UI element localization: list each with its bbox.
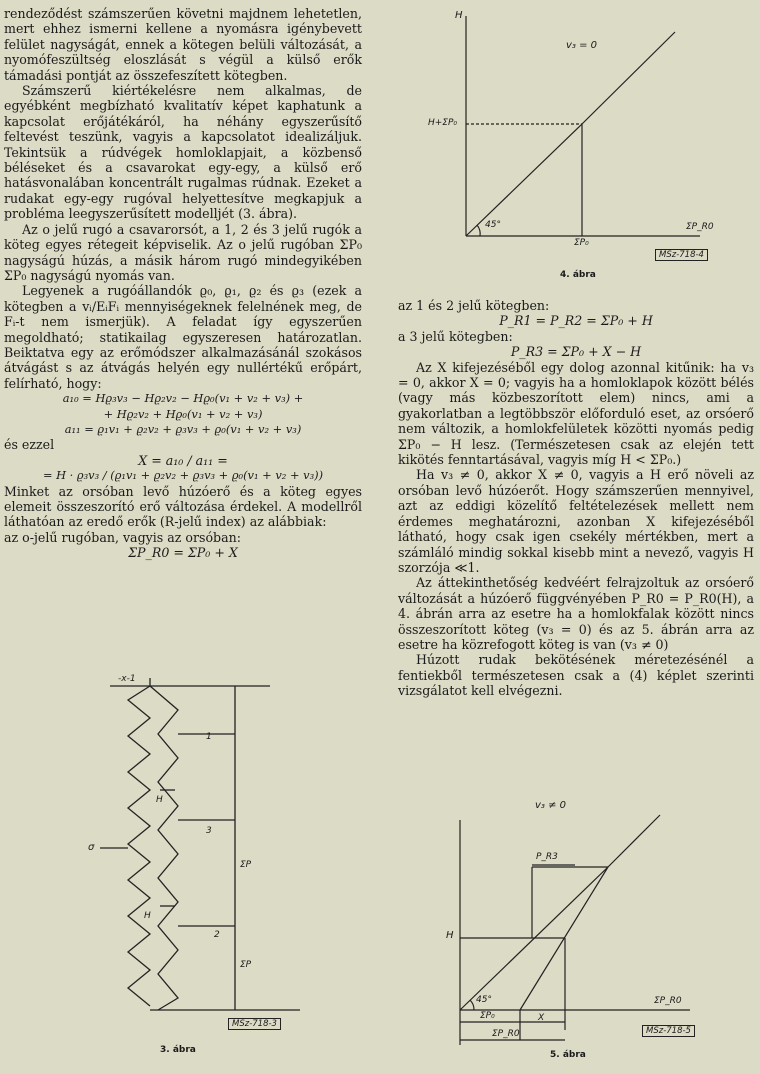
fig5-caption: 5. ábra [550,1050,586,1060]
fig3-label-sp-lower: ΣP [240,960,252,970]
right-paragraph-1: az 1 és 2 jelű kötegben: [398,298,550,313]
fig5-pr3: P_R3 [536,852,558,862]
fig3-label-sp-upper: ΣP [240,860,252,870]
left-es-ezzel: és ezzel [4,437,55,453]
left-paragraph-5: Minket az orsóban levő húzóerő és a köteg egyes elemeit összeszorító erő változása érdekel. A modellről láthatóan az eredő erők (R-jelű index) az alábbiak: [4,483,362,530]
equation-x: X = a₁₀ / a₁₁ = [138,452,228,468]
equation-a11: a₁₁ = ϱ₁v₁ + ϱ₂v₂ + ϱ₃v₃ + ϱ₀(v₁ + v₂ + v₃) [64,421,302,436]
fig3-label-1: 1 [206,732,212,742]
fig4-angle-arc [477,225,480,236]
fig4-y-label: H [455,10,463,21]
fig3-caption: 3. ábra [160,1045,196,1055]
left-paragraph-2: Számszerű kiértékelésre nem alkalmas, de egyébként megbízható kvalitatív képet kaphatunk a kapcsolat erőjátékáról, ha néhány egyszerűsítő feltevést teszünk, vagyis a kapcsolatot idealizáljuk. Tekintsük a rúdvégek homloklapjait, a közbenső béléseket és a csavarokat egy-egy, a külső erő hatásvonalában koncentrált rugalmas rúdnak. Ezeket a rudakat egy-egy rugóval helyettesítve megkapjuk a probléma leegyszerűsített modelljét (3. ábra). [4,83,362,222]
fig5-upper-line [608,815,660,867]
equation-a10-line1: a₁₀ = Hϱ₃v₃ − Hϱ₂v₂ − Hϱ₀(v₁ + v₂ + v₃) + [62,391,304,406]
fig3-spring-o [128,686,150,1006]
fig4-45deg-line [466,124,582,236]
equation-pr3: P_R3 = ΣP₀ + X − H [510,344,642,360]
fig5-dim-spr0-label: ΣP_R0 [492,1029,520,1039]
fig3-label-o: σ [88,842,95,853]
fig4-caption: 4. ábra [560,270,596,280]
left-paragraph-6: az o-jelű rugóban, vagyis az orsóban: [4,529,241,545]
fig3-spring-1-2-3 [150,686,178,1010]
fig3-label-2: 2 [214,930,220,940]
fig3-diagram [100,678,300,1010]
fig5-y-label: H [446,930,454,941]
fig5-code: MSz-718-5 [642,1025,695,1037]
right-paragraph-3: Az X kifejezéséből egy dolog azonnal kitűnik: ha v₃ = 0, akkor X = 0; vagyis ha a homloklapok között bélés (vagy más közbeszorított elem) nincs, ami a gyakorlatban a legtöbbször előforduló eset, az orsóerő nem változik, a homlokfelületek közötti nyomás pedig ΣP₀ − H lesz. (Természetesen csak az elején tett kikötés fenntartásával, vagyis míg H < ΣP₀.) [398,359,754,468]
equation-a10-line2: + Hϱ₂v₂ + Hϱ₀(v₁ + v₂ + v₃) [103,406,263,421]
right-paragraph-4: Ha v₃ ≠ 0, akkor X ≠ 0, vagyis a H erő növeli az orsóban levő húzóerőt. Hogy számszerűen mennyivel, azt az eddigi közelítő feltételezések mellett nem érdemes meghatározni, azonban X kifejezéséből látható, hogy csak igen csekély mértékben, mert a számláló mindig sokkal kisebb mint a nevező, vagyis H szorzója ≪1. [398,467,754,575]
fig3-label-h-upper: H [156,795,163,805]
equation-x-expanded: = H · ϱ₃v₃ / (ϱ₁v₁ + ϱ₂v₂ + ϱ₃v₃ + ϱ₀(v₁ + v₂ + v₃)) [42,468,324,483]
fig3-code: MSz-718-3 [228,1018,281,1030]
fig3-label-top: -x-1 [118,674,136,684]
fig4-code: MSz-718-4 [655,249,708,261]
fig4-x-label: ΣP_R0 [686,222,714,232]
left-paragraph-4: Legyenek a rugóállandók ϱ₀, ϱ₁, ϱ₂ és ϱ₃ (ezek a kötegben a vᵢ/EᵢFᵢ mennyiségeknek felelnének meg, de Fᵢ-t nem ismerjük). A feladat így egyszerűen megoldható; statikailag egyszeresen határozatlan. Beiktatva egy az erőmódszer alkalmazásánál szokásos átvágást s az átvágás helyén egy nullértékű erőpárt, felírható, hogy: [4,283,362,391]
fig5-dim-spo-label: ΣP₀ [480,1011,495,1021]
fig4-h-label: H+ΣP₀ [428,118,458,128]
fig3-label-3: 3 [206,826,212,836]
left-paragraph-3: Az o jelű rugó a csavarorsót, a 1, 2 és 3 jelű rugók a köteg egyes rétegeit képviselik. Az o jelű rugóban ΣP₀ nagyságú húzás, a másik három rugó mindegyikében ΣP₀ nagyságú nyomás van. [4,221,362,283]
fig3-label-h-lower: H [144,911,151,921]
right-paragraph-2: a 3 jelű kötegben: [398,328,513,344]
fig4-angle: 45° [485,220,501,230]
fig5-angle: 45° [476,995,492,1005]
fig5-x-label: ΣP_R0 [654,996,682,1006]
fig5-angle-arc [470,1000,474,1010]
equation-pr1: P_R1 = P_R2 = ΣP₀ + H [499,313,653,329]
fig5-dim-x-label: X [538,1013,545,1023]
fig4-xtick: ΣP₀ [574,238,589,248]
right-paragraph-6: Húzott rudak bekötésének méretezésénél a fentiekből természetesen csak a (4) képlet szerinti vizsgálatot kell elvégezni. [398,652,754,699]
fig5-condition: v₃ ≠ 0 [535,800,567,811]
left-paragraph-1: rendeződést számszerűen követni majdnem lehetetlen, mert ehhez ismerni kellene a nyomásra igénybevett felület nagyságát, ennek a kötegen belüli változását, a nyomófeszültség eloszlását s végül a külső erők támadási pontját az összefeszített kötegben. [4,6,362,83]
right-paragraph-5: Az áttekinthetőség kedvéért felrajzoltuk az orsóerő változását a húzóerő függvényében P_R0 = P_R0(H), a 4. ábrán arra az esetre ha a homlokfalak között nincs összeszorított köteg (v₃ = 0) és az 5. ábrán arra az esetre ha közrefogott köteg is van (v₃ ≠ 0) [398,575,754,652]
equation-spr0: ΣP_R0 = ΣP₀ + X [128,545,238,561]
fig4-condition: v₃ = 0 [566,40,598,51]
